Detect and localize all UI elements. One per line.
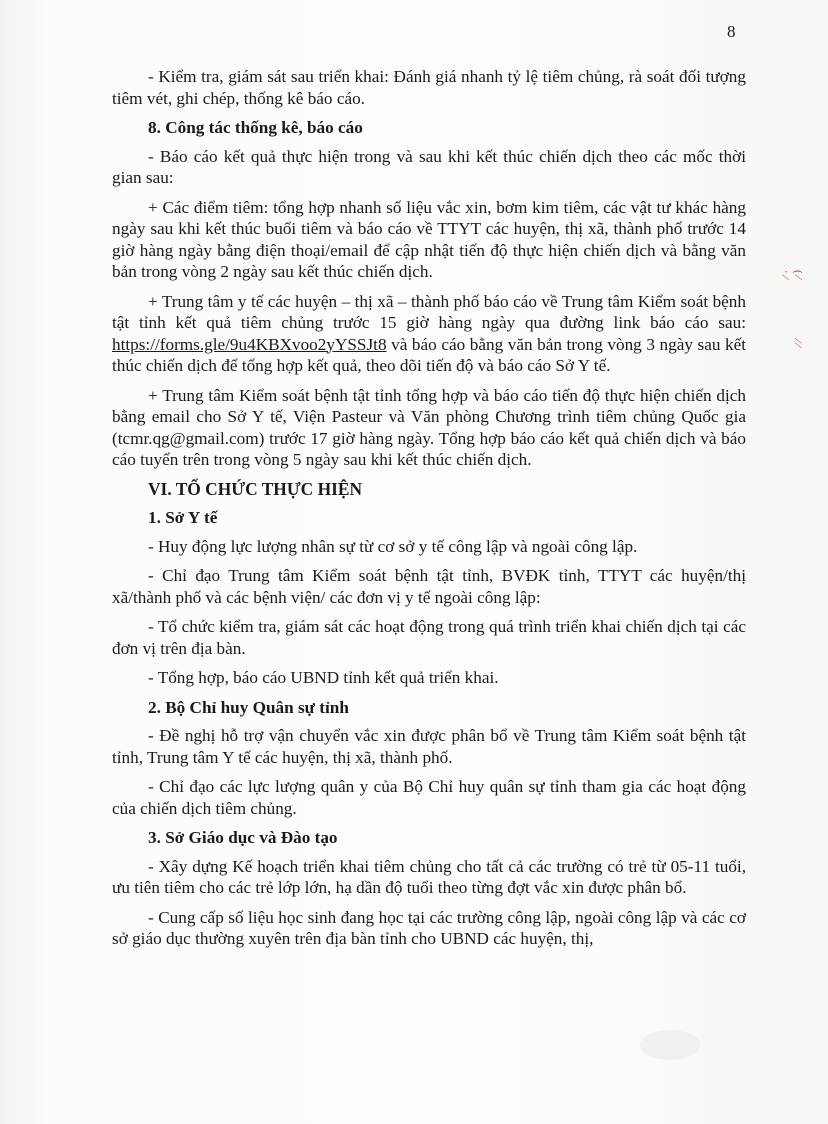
document-body (112, 66, 746, 958)
paragraph: - Xây dựng Kế hoạch triển khai tiêm chủng cho tất cả các trường có trẻ từ 05-11 tuổi, ưu tiên tiêm cho các trẻ lớp lớn, hạ dần độ tuổi theo từng đợt vắc xin được phân bổ. (112, 856, 746, 897)
section-heading: 8. Công tác thống kê, báo cáo (148, 118, 363, 137)
paragraph: - Tổ chức kiểm tra, giám sát các hoạt động trong quá trình triển khai chiến dịch tại các đơn vị trên địa bàn. (112, 617, 746, 658)
paragraph: - Đề nghị hỗ trợ vận chuyển vắc xin được phân bổ về Trung tâm Kiểm soát bệnh tật tỉnh, Trung tâm Y tế các huyện, thị xã, thành phố. (112, 726, 746, 767)
paragraph: - Chỉ đạo Trung tâm Kiểm soát bệnh tật tỉnh, BVĐK tỉnh, TTYT các huyện/thị xã/thành phố và các bệnh viện/ các đơn vị y tế ngoài công lập: (112, 566, 746, 607)
paragraph: - Báo cáo kết quả thực hiện trong và sau khi kết thúc chiến dịch theo các mốc thời gian sau: (112, 146, 746, 187)
paragraph: - Tổng hợp, báo cáo UBND tỉnh kết quả triển khai. (148, 668, 499, 687)
paragraph: + Trung tâm Kiểm soát bệnh tật tỉnh tổng hợp và báo cáo tiến độ thực hiện chiến dịch bằng email cho Sở Y tế, Viện Pasteur và Văn phòng Chương trình tiêm chủng Quốc gia (tcmr.qg@gmail.com) trước 17 giờ hàng ngày. Tổng hợp báo cáo kết quả chiến dịch và báo cáo tuyến trên trong vòng 5 ngày sau khi kết thúc chiến dịch. (112, 385, 746, 469)
paragraph: - Cung cấp số liệu học sinh đang học tại các trường công lập, ngoài công lập và các cơ sở giáo dục thường xuyên trên địa bàn tỉnh cho UBND các huyện, thị, (112, 907, 746, 948)
scan-artifact (640, 1030, 700, 1060)
report-form-link[interactable]: https://forms.gle/9u4KBXvoo2yYSSJt8 (112, 334, 387, 354)
paragraph: - Chỉ đạo các lực lượng quân y của Bộ Chỉ huy quân sự tỉnh tham gia các hoạt động của chiến dịch tiêm chủng. (112, 777, 746, 818)
paragraph (112, 291, 746, 377)
section-heading: 3. Sở Giáo dục và Đào tạo (148, 828, 338, 847)
page-number: 8 (727, 22, 736, 41)
paragraph-text: + Trung tâm y tế các huyện – thị xã – thành phố báo cáo về Trung tâm Kiểm soát bệnh tật tỉnh kết quả tiêm chủng trước 15 giờ hàng ngày qua đường link báo cáo sau: (112, 291, 746, 332)
paragraph: - Kiểm tra, giám sát sau triển khai: Đánh giá nhanh tỷ lệ tiêm chủng, rà soát đối tượng tiêm vét, ghi chép, thống kê báo cáo. (112, 67, 746, 108)
paragraph-text: và báo cáo bằng văn bản trong vòng 3 ngày sau kết thúc chiến dịch để tổng hợp kết quả, theo dõi tiến độ và báo cáo Sở Y tế. (112, 334, 746, 375)
paragraph: + Các điểm tiêm: tổng hợp nhanh số liệu vắc xin, bơm kim tiêm, các vật tư khác hàng ngày sau khi kết thúc buổi tiêm và báo cáo về TTYT các huyện, thị xã, thành phố trước 14 giờ hàng ngày bằng điện thoại/email để cập nhật tiến độ thực hiện chiến dịch và bằng văn bản trong vòng 2 ngày sau kết thúc chiến dịch. (112, 197, 746, 281)
chapter-heading: VI. TỔ CHỨC THỰC HIỆN (148, 478, 363, 499)
section-heading: 1. Sở Y tế (148, 508, 218, 527)
section-heading: 2. Bộ Chỉ huy Quân sự tỉnh (148, 697, 349, 717)
margin-annotation: ( ⁄ ‧ ⁄ ⁄ ⁄ (779, 270, 804, 347)
paragraph: - Huy động lực lượng nhân sự từ cơ sở y tế công lập và ngoài công lập. (148, 536, 638, 556)
